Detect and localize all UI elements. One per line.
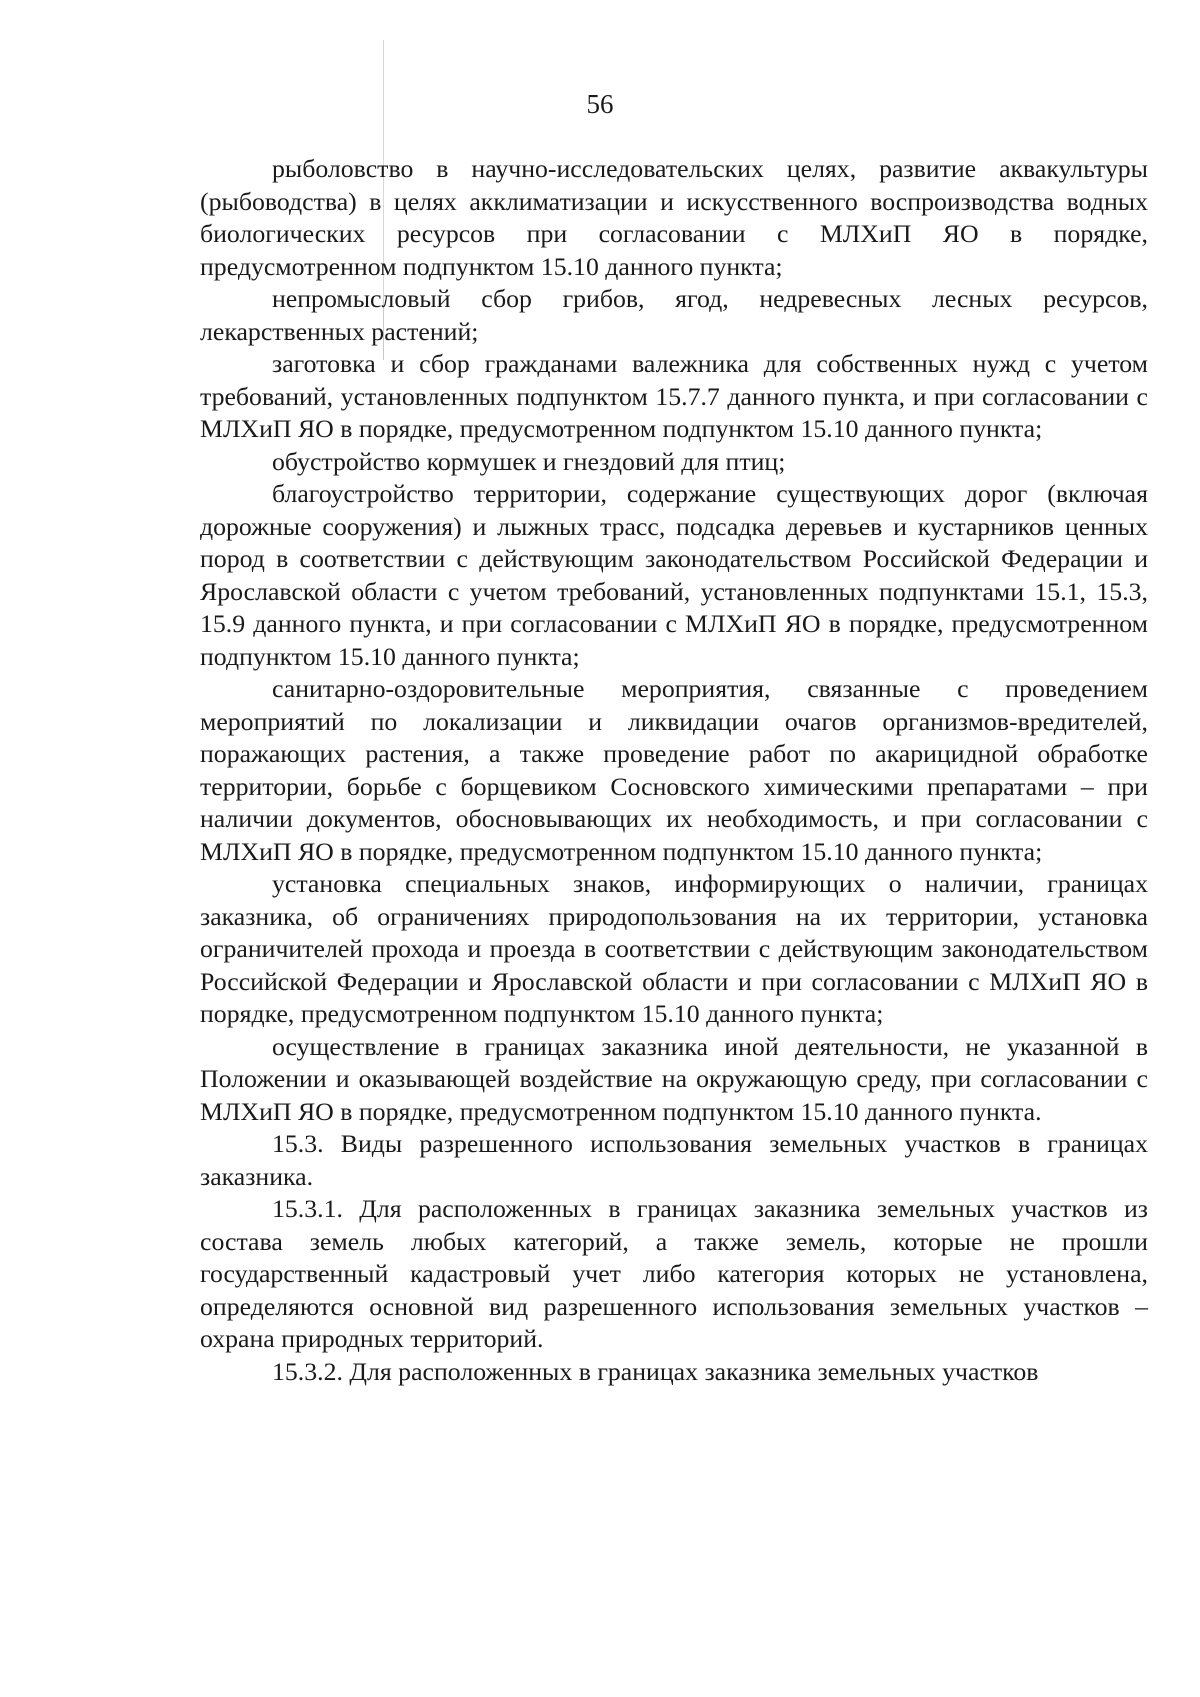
paragraph-fishing-aquaculture: рыболовство в научно-исследовательских целях, развитие аквакультуры (рыбоводства) в целях акклиматизации и искусственного воспроизводства водных биологических ресурсов при согласовании с МЛХиП ЯО в порядке, предусмотренном подпунктом 15.10 данного пункта; xyxy=(200,154,1148,281)
section-15-3-1: 15.3.1. Для расположенных в границах заказника земельных участков из состава земель любых категорий, а также земель, которые не прошли государственный кадастровый учет либо категория которых не установлена, определяются основной вид разрешенного использования земельных участков – охрана природных территорий. xyxy=(200,1194,1148,1353)
paragraph-special-signs: установка специальных знаков, информирующих о наличии, границах заказника, об ограничениях природопользования на их территории, установка ограничителей прохода и проезда в соответствии с действующим законодательством Российской Федерации и Ярославской области и при согласовании с МЛХиП ЯО в порядке, предусмотренном подпунктом 15.10 данного пункта; xyxy=(200,869,1148,1028)
paragraph-landscaping: благоустройство территории, содержание существующих дорог (включая дорожные сооружения) и лыжных трасс, подсадка деревьев и кустарников ценных пород в соответствии с действующим законодательством Российской Федерации и Ярославской области с учетом требований, установленных подпунктами 15.1, 15.3, 15.9 данного пункта, и при согласовании с МЛХиП ЯО в порядке, предусмотренном подпунктом 15.10 данного пункта; xyxy=(200,479,1148,671)
section-15-3-2: 15.3.2. Для расположенных в границах заказника земельных участков xyxy=(272,1356,1039,1386)
paragraph-deadwood-collection: заготовка и сбор гражданами валежника для собственных нужд с учетом требований, установленных подпунктом 15.7.7 данного пункта, и при согласовании с МЛХиП ЯО в порядке, предусмотренном подпунктом 15.10 данного пункта; xyxy=(200,349,1148,443)
section-heading-15-3: 15.3. Виды разрешенного использования земельных участков в границах заказника. xyxy=(200,1129,1148,1191)
paragraph-other-activity: осуществление в границах заказника иной деятельности, не указанной в Положении и оказывающей воздействие на окружающую среду, при согласовании с МЛХиП ЯО в порядке, предусмотренном подпунктом 15.10 данного пункта. xyxy=(200,1031,1148,1126)
paragraph-sanitary-measures: санитарно-оздоровительные мероприятия, связанные с проведением мероприятий по локализации и ликвидации очагов организмов-вредителей, поражающих растения, а также проведение работ по акарицидной обработке территории, борьбе с борщевиком Сосновского химическими препаратами – при наличии документов, обосновывающих их необходимость, и при согласовании с МЛХиП ЯО в порядке, предусмотренном подпунктом 15.10 данного пункта; xyxy=(200,674,1148,866)
document-body xyxy=(200,153,1148,1388)
page-number: 56 xyxy=(586,89,614,119)
paragraph-gathering-mushrooms-berries: непромысловый сбор грибов, ягод, недревесных лесных ресурсов, лекарственных растений; xyxy=(200,284,1148,346)
paragraph-bird-feeders: обустройство кормушек и гнездовий для птиц; xyxy=(272,446,786,476)
